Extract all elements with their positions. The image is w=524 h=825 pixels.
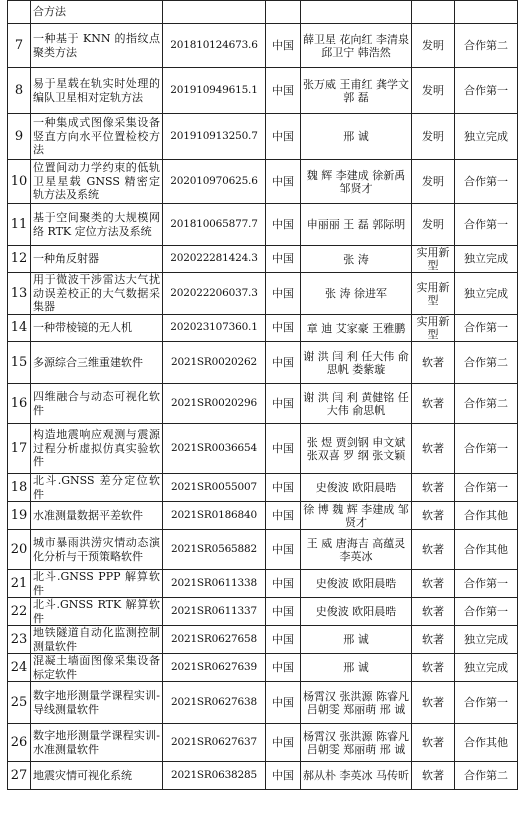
cell-no: 17 [8,424,31,474]
cell-no: 16 [8,384,31,424]
cell-name: 数字地形测量学课程实训-导线测量软件 [31,682,163,724]
cell-mode: 独立完成 [455,114,518,160]
cell-mode: 独立完成 [455,273,518,315]
cell-mode: 合作第一 [455,474,518,502]
cell-persons: 邢 诚 [301,654,412,682]
cell-no: 13 [8,273,31,315]
cell-type: 软著 [412,682,455,724]
cell-name: 易于星载在轨实时处理的编队卫星相对定轨方法 [31,68,163,114]
cell-no: 15 [8,342,31,384]
cell-no: 22 [8,598,31,626]
cell-number: 2021SR0638285 [163,762,266,790]
cell-number [163,1,266,24]
cell-number: 202022281424.3 [163,246,266,273]
cell-number: 2021SR0627639 [163,654,266,682]
cell-mode: 独立完成 [455,626,518,654]
cell-no: 14 [8,315,31,342]
cell-name: 混凝土墙面图像采集设备标定软件 [31,654,163,682]
cell-persons: 邢 诚 [301,114,412,160]
cell-country: 中国 [266,598,301,626]
cell-type: 软著 [412,570,455,598]
cell-mode: 合作第一 [455,424,518,474]
cell-persons: 魏 辉 李建成 徐新禹 邹贤才 [301,160,412,204]
cell-type: 发明 [412,24,455,68]
cell-country: 中国 [266,342,301,384]
cell-type: 软著 [412,654,455,682]
cell-persons: 杨霄汉 张洪源 陈睿凡 吕朝雯 郑丽萌 邢 诚 [301,682,412,724]
cell-name: 地铁隧道自动化监测控制测量软件 [31,626,163,654]
cell-country: 中国 [266,273,301,315]
cell-no: 10 [8,160,31,204]
cell-type: 发明 [412,114,455,160]
cell-type: 软著 [412,626,455,654]
cell-country: 中国 [266,315,301,342]
cell-persons: 史俊波 欧阳晨晧 [301,570,412,598]
cell-mode: 合作第一 [455,68,518,114]
cell-mode: 合作第一 [455,204,518,246]
cell-persons: 史俊波 欧阳晨晧 [301,474,412,502]
cell-no: 24 [8,654,31,682]
cell-country: 中国 [266,246,301,273]
cell-mode: 合作第二 [455,762,518,790]
cell-name: 一种基于 KNN 的指纹点聚类方法 [31,24,163,68]
cell-name: 一种集成式图像采集设备竖直方向水平位置检校方法 [31,114,163,160]
cell-no: 19 [8,502,31,530]
cell-number: 2021SR0627658 [163,626,266,654]
cell-persons: 章 迪 艾家豪 王雅鹏 [301,315,412,342]
cell-number: 201810065877.7 [163,204,266,246]
cell-mode: 合作其他 [455,724,518,762]
cell-type: 软著 [412,762,455,790]
cell-country: 中国 [266,502,301,530]
table-row [8,24,518,68]
cell-no [8,1,31,24]
cell-country: 中国 [266,626,301,654]
cell-country: 中国 [266,682,301,724]
cell-no: 25 [8,682,31,724]
cell-name: 北斗.GNSS RTK 解算软件 [31,598,163,626]
cell-country: 中国 [266,424,301,474]
cell-type: 实用新型 [412,315,455,342]
cell-type: 软著 [412,342,455,384]
table-row [8,204,518,246]
cell-persons: 杨霄汉 张洪源 陈睿凡 吕朝雯 郑丽萌 邢 诚 [301,724,412,762]
cell-country: 中国 [266,160,301,204]
cell-type: 软著 [412,424,455,474]
cell-no: 21 [8,570,31,598]
achievements-table [7,0,518,790]
cell-number: 2021SR0020296 [163,384,266,424]
cell-name: 城市暴雨洪涝灾情动态演化分析与干预策略软件 [31,530,163,570]
cell-name: 用于微波干涉雷达大气扰动误差校正的大气数据采集器 [31,273,163,315]
cell-mode: 合作第一 [455,682,518,724]
table-row [8,598,518,626]
table-row [8,342,518,384]
cell-number: 201910913250.7 [163,114,266,160]
cell-mode: 合作第二 [455,342,518,384]
table-row [8,682,518,724]
cell-name: 一种角反射器 [31,246,163,273]
cell-type: 实用新型 [412,273,455,315]
cell-name: 数字地形测量学课程实训-水准测量软件 [31,724,163,762]
table-row [8,68,518,114]
cell-mode [455,1,518,24]
cell-number: 2021SR0611338 [163,570,266,598]
cell-name: 地震灾情可视化系统 [31,762,163,790]
cell-country: 中国 [266,724,301,762]
cell-type: 软著 [412,502,455,530]
cell-persons: 申丽丽 王 磊 郭际明 [301,204,412,246]
table-row [8,626,518,654]
table-row-continued [8,1,518,24]
cell-mode: 合作第一 [455,160,518,204]
table-row [8,273,518,315]
cell-name: 多源综合三维重建软件 [31,342,163,384]
cell-persons [301,1,412,24]
cell-country [266,1,301,24]
cell-country: 中国 [266,762,301,790]
cell-name: 构造地震响应观测与震源过程分析虚拟仿真实验软件 [31,424,163,474]
cell-persons: 王 威 唐海吉 高蕴灵 李英冰 [301,530,412,570]
cell-name: 基于空间聚类的大规模网络 RTK 定位方法及系统 [31,204,163,246]
cell-type [412,1,455,24]
cell-mode: 合作其他 [455,502,518,530]
table-row [8,160,518,204]
table-row [8,654,518,682]
cell-number: 201810124673.6 [163,24,266,68]
cell-number: 2021SR0186840 [163,502,266,530]
cell-persons: 徐 博 魏 辉 李建成 邹贤才 [301,502,412,530]
cell-type: 发明 [412,68,455,114]
cell-name: 北斗.GNSS 差分定位软件 [31,474,163,502]
cell-number: 202022206037.3 [163,273,266,315]
cell-country: 中国 [266,68,301,114]
table-row [8,474,518,502]
table-row [8,246,518,273]
cell-name: 水准测量数据平差软件 [31,502,163,530]
cell-mode: 合作第一 [455,315,518,342]
cell-number: 2021SR0565882 [163,530,266,570]
cell-type: 发明 [412,160,455,204]
cell-number: 2021SR0036654 [163,424,266,474]
cell-persons: 张 涛 [301,246,412,273]
cell-persons: 邢 诚 [301,626,412,654]
cell-mode: 合作第二 [455,384,518,424]
table-row [8,762,518,790]
cell-mode: 合作第二 [455,24,518,68]
cell-number: 2021SR0020262 [163,342,266,384]
table-row [8,384,518,424]
cell-no: 7 [8,24,31,68]
cell-persons: 张万威 王甫红 龚学文 郭 磊 [301,68,412,114]
cell-number: 2021SR0611337 [163,598,266,626]
table-row [8,502,518,530]
table-row [8,114,518,160]
cell-number: 2021SR0627638 [163,682,266,724]
table-body [8,1,518,790]
cell-no: 9 [8,114,31,160]
cell-name: 位置间动力学约束的低轨卫星星载 GNSS 精密定轨方法及系统 [31,160,163,204]
cell-no: 11 [8,204,31,246]
cell-number: 2021SR0055007 [163,474,266,502]
cell-country: 中国 [266,530,301,570]
table-row [8,570,518,598]
cell-no: 26 [8,724,31,762]
cell-persons: 张 涛 徐进军 [301,273,412,315]
cell-mode: 合作第一 [455,598,518,626]
cell-name: 四维融合与动态可视化软件 [31,384,163,424]
cell-type: 实用新型 [412,246,455,273]
table-row [8,530,518,570]
cell-persons: 郝从朴 李英冰 马传昕 [301,762,412,790]
cell-country: 中国 [266,570,301,598]
cell-number: 202023107360.1 [163,315,266,342]
cell-mode: 独立完成 [455,654,518,682]
cell-persons: 张 煜 贾剑钢 申文斌 张双喜 罗 纲 张文颖 [301,424,412,474]
cell-country: 中国 [266,24,301,68]
table-row [8,424,518,474]
cell-mode: 合作第一 [455,570,518,598]
cell-no: 27 [8,762,31,790]
cell-no: 8 [8,68,31,114]
cell-country: 中国 [266,114,301,160]
cell-number: 202010970625.6 [163,160,266,204]
table-row [8,315,518,342]
patents-software-table [7,0,517,790]
cell-type: 软著 [412,530,455,570]
cell-mode: 独立完成 [455,246,518,273]
cell-no: 23 [8,626,31,654]
cell-country: 中国 [266,384,301,424]
cell-name: 北斗.GNSS PPP 解算软件 [31,570,163,598]
cell-persons: 史俊波 欧阳晨晧 [301,598,412,626]
cell-type: 发明 [412,204,455,246]
cell-type: 软著 [412,384,455,424]
cell-number: 2021SR0627637 [163,724,266,762]
cell-mode: 合作其他 [455,530,518,570]
table-row [8,724,518,762]
cell-no: 12 [8,246,31,273]
cell-name: 一种带棱镜的无人机 [31,315,163,342]
cell-persons: 薛卫星 花向红 李清泉 邱卫宁 韩浩然 [301,24,412,68]
cell-no: 18 [8,474,31,502]
cell-country: 中国 [266,654,301,682]
cell-name: 合方法 [31,1,163,24]
cell-number: 201910949615.1 [163,68,266,114]
cell-persons: 谢 洪 闫 利 任大伟 俞思帆 娄紫璇 [301,342,412,384]
cell-persons: 谢 洪 闫 利 黄健铭 任大伟 俞思帆 [301,384,412,424]
cell-type: 软著 [412,598,455,626]
cell-country: 中国 [266,204,301,246]
cell-type: 软著 [412,474,455,502]
cell-no: 20 [8,530,31,570]
cell-type: 软著 [412,724,455,762]
cell-country: 中国 [266,474,301,502]
